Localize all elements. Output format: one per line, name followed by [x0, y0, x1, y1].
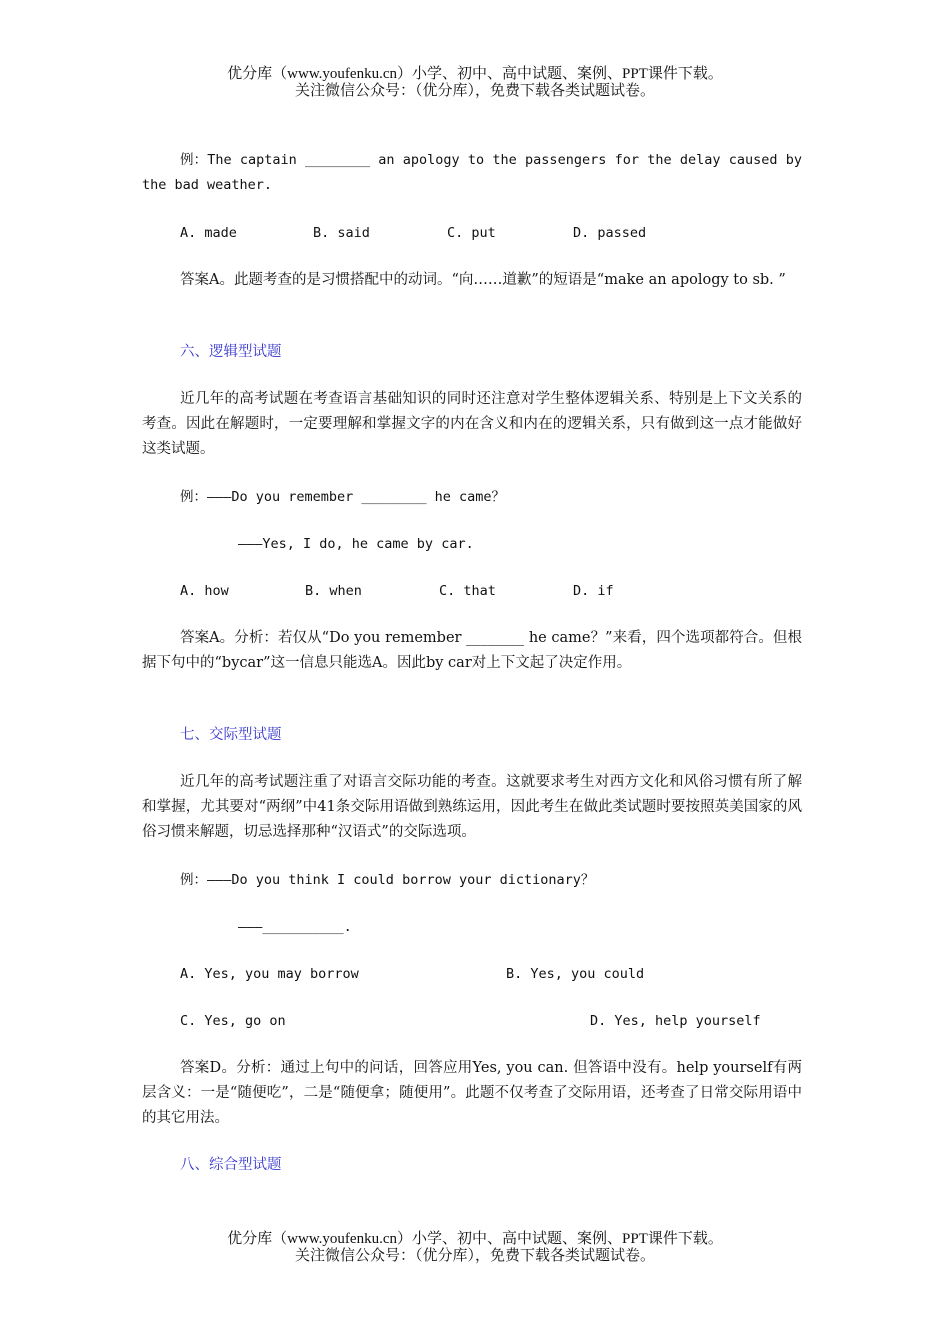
header-line-1: 优分库（www.youfenku.cn）小学、初中、高中试题、案例、PPT课件下载。 — [227, 66, 723, 82]
option-a: A. how — [180, 583, 229, 599]
option-c: C. Yes, go on — [180, 1013, 286, 1029]
section-title-communication: 七、交际型试题 — [180, 727, 282, 743]
option-c: C. that — [439, 583, 496, 599]
page-header — [0, 66, 950, 100]
option-d: D. passed — [573, 225, 647, 241]
footer-line-1: 优分库（www.youfenku.cn）小学、初中、高中试题、案例、PPT课件下载。 — [227, 1231, 723, 1247]
page-footer — [0, 1231, 950, 1265]
option-a: A. made — [180, 225, 237, 241]
option-b: B. Yes, you could — [506, 966, 645, 982]
logic-answer: 答案A。分析：若仅从“Do you remember ________ he came？”来看，四个选项都符合。但根据下句中的“bycar”这一信息只能选A。因此by car对上下文起了决定作用。 — [142, 630, 802, 671]
footer-line-2: 关注微信公众号：（优分库），免费下载各类试题试卷。 — [294, 1248, 655, 1264]
example-question: 例：The captain ________ an apology to the passengers for the delay caused by the bad weather. — [142, 152, 802, 193]
header-line-2: 关注微信公众号：（优分库），免费下载各类试题试卷。 — [294, 83, 655, 99]
section-intro-communication: 近几年的高考试题注重了对语言交际功能的考查。这就要求考生对西方文化和风俗习惯有所了解和掌握，尤其要对“两纲”中41条交际用语做到熟练运用，因此考生在做此类试题时要按照英美国家的风俗习惯来解题，切忌选择那种“汉语式”的交际选项。 — [142, 774, 802, 840]
section-title-comprehensive: 八、综合型试题 — [180, 1157, 282, 1173]
communication-answer: 答案D。分析：通过上句中的问话，回答应用Yes, you can. 但答语中没有。help yourself有两层含义：一是“随便吃”，二是“随便拿；随便用”。此题不仅考查了交际用语，还考查了日常交际用语中的其它用法。 — [142, 1060, 802, 1126]
option-d: D. if — [573, 583, 614, 599]
option-b: B. said — [313, 225, 370, 241]
option-b: B. when — [305, 583, 362, 599]
option-c: C. put — [447, 225, 496, 241]
example-answer: 答案A。此题考查的是习惯搭配中的动词。“向……道歉”的短语是“make an apology to sb. ” — [180, 272, 786, 288]
section-intro-logic: 近几年的高考试题在考查语言基础知识的同时还注意对学生整体逻辑关系、特别是上下文关系的考查。因此在解题时，一定要理解和掌握文字的内在含义和内在的逻辑关系，只有做到这一点才能做好这类试题。 — [142, 391, 802, 457]
option-a: A. Yes, you may borrow — [180, 966, 359, 982]
section-title-logic: 六、逻辑型试题 — [180, 344, 282, 360]
option-d: D. Yes, help yourself — [590, 1013, 761, 1029]
